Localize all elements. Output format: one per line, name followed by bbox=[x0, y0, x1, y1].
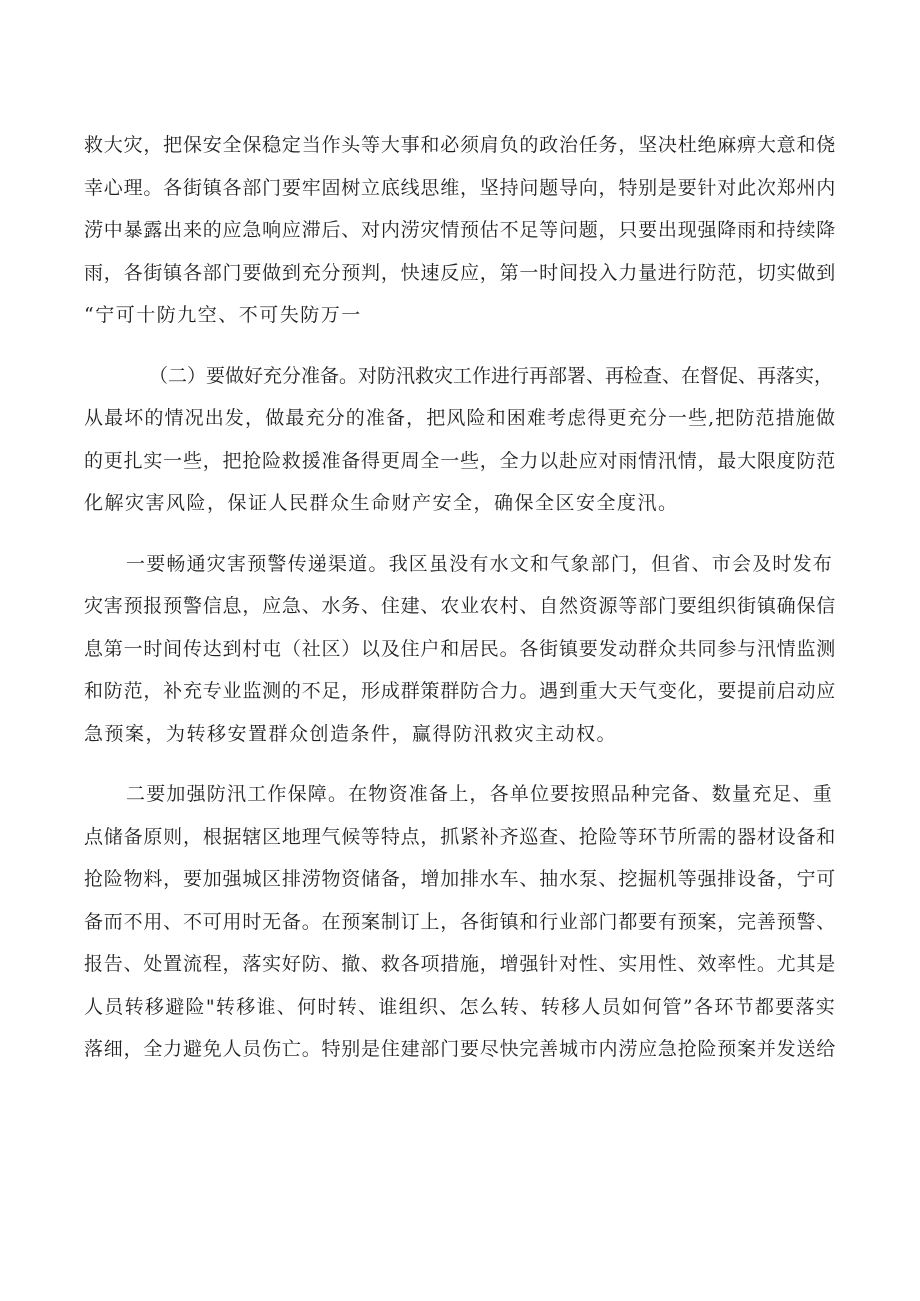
text-line: 急预案，为转移安置群众创造条件，赢得防汛救灾主动权。 bbox=[84, 722, 618, 745]
paragraph-4 bbox=[84, 773, 836, 1071]
text-line: 和防范，补充专业监测的不足，形成群策群防合力。遇到重大天气变化，要提前启动应 bbox=[84, 680, 836, 702]
text-line: 幸心理。各街镇各部门要牢固树立底线思维，坚持问题导向，特别是要针对此次郑州内 bbox=[84, 176, 836, 199]
text-line: 落细，全力避免人员伤亡。特别是住建部门要尽快完善城市内涝应急抢险预案并发送给 bbox=[84, 1038, 836, 1060]
paragraph-gap bbox=[84, 525, 836, 543]
document-body bbox=[84, 124, 836, 1071]
paragraph-gap bbox=[84, 755, 836, 773]
text-line: 雨，各街镇各部门要做到充分预判，快速反应，第一时间投入力量进行防范，切实做到 bbox=[84, 261, 836, 284]
paragraph-gap bbox=[84, 337, 836, 355]
text-line: 救大灾，把保安全保稳定当作头等大事和必须肩负的政治任务，坚决杜绝麻痹大意和侥 bbox=[84, 134, 836, 156]
text-line: 一要畅通灾害预警传递渠道。我区虽没有水文和气象部门，但省、市会及时发布 bbox=[126, 552, 834, 575]
text-line: 从最坏的情况出发，做最充分的准备，把风险和困难考虑得更充分一些,把防范措施做 bbox=[84, 407, 836, 429]
text-line: 息第一时间传达到村屯（社区）以及住户和居民。各街镇要发动群众共同参与汛情监测 bbox=[84, 637, 836, 660]
paragraph-3 bbox=[84, 543, 836, 756]
text-line: 备而不用、不可用时无备。在预案制订上，各街镇和行业部门都要有预案，完善预警、 bbox=[84, 910, 836, 933]
text-line: 人员转移避险"转移谁、何时转、谁组织、怎么转、转移人员如何管”各环节都要落实 bbox=[84, 995, 836, 1018]
text-line: 点储备原则，根据辖区地理气候等特点，抓紧补齐巡查、抢险等环节所需的器材设备和 bbox=[84, 825, 836, 848]
paragraph-2 bbox=[84, 355, 836, 525]
paragraph-1 bbox=[84, 124, 836, 337]
text-line: 的更扎实一些，把抢险救援准备得更周全一些，全力以赴应对雨情汛情，最大限度防范 bbox=[84, 449, 836, 472]
text-line: 报告、处置流程，落实好防、撤、救各项措施，增强针对性、实用性、效率性。尤其是 bbox=[84, 953, 836, 975]
text-line: 灾害预报预警信息，应急、水务、住建、农业农村、自然资源等部门要组织街镇确保信 bbox=[84, 595, 836, 617]
text-line: （二）要做好充分准备。对防汛救灾工作进行再部署、再检查、在督促、再落实， bbox=[149, 364, 834, 387]
text-line: 二要加强防汛工作保障。在物资准备上，各单位要按照品种完备、数量充足、重 bbox=[126, 783, 834, 805]
text-line: 抢险物料，要加强城区排涝物资储备，增加排水车、抽水泵、挖掘机等强排设备，宁可 bbox=[84, 868, 836, 890]
text-line: “宁可十防九空、不可失防万一 bbox=[84, 304, 362, 326]
text-line: 涝中暴露出来的应急响应滞后、对内涝灾情预估不足等问题，只要出现强降雨和持续降 bbox=[84, 219, 836, 241]
text-line: 化解灾害风险，保证人民群众生命财产安全，确保全区安全度汛。 bbox=[84, 492, 679, 514]
